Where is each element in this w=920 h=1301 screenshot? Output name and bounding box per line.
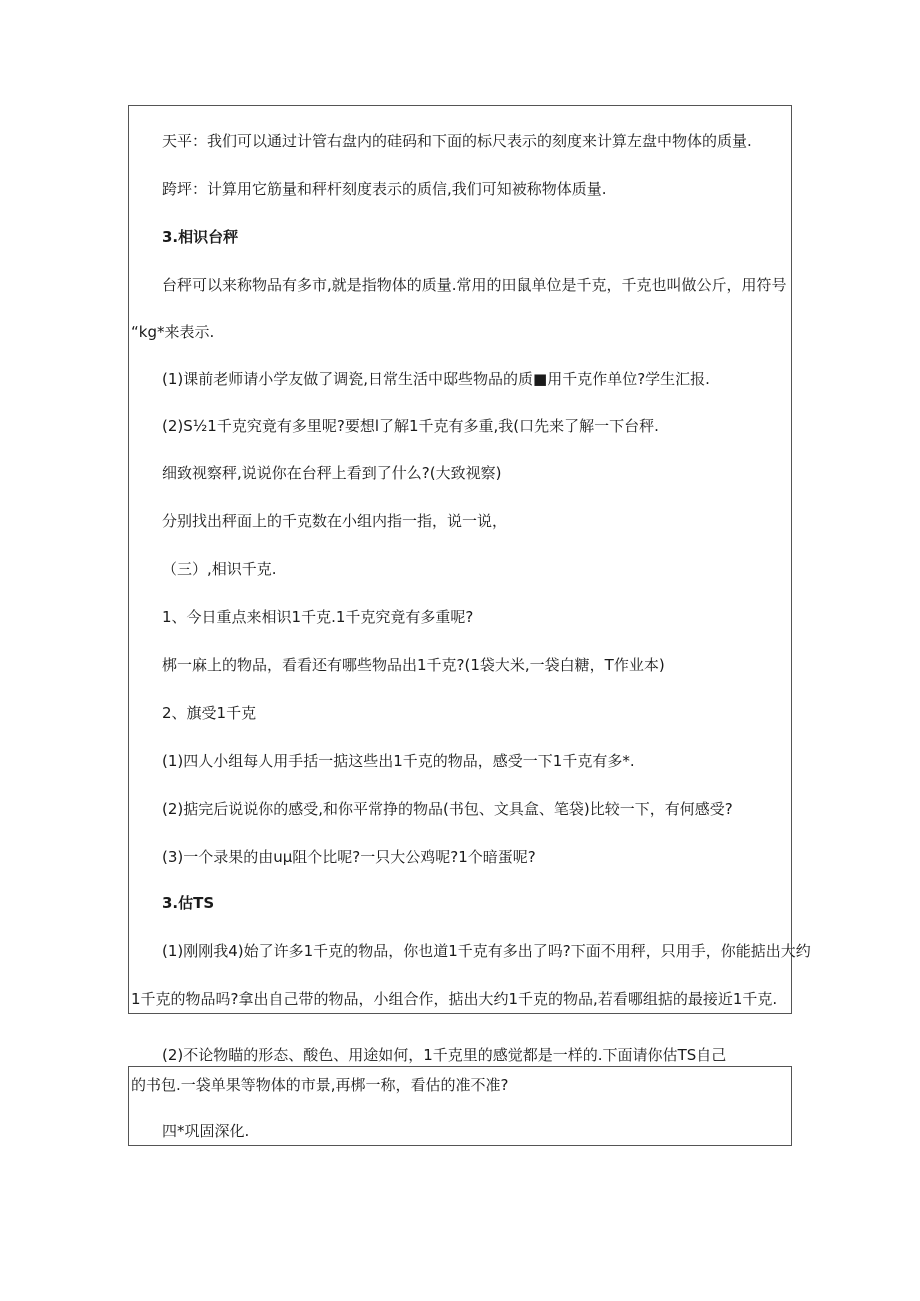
text-line-estimate-3: (2)不论物瞄的形态、酸色、用途如何，1千克里的感觉都是一样的.下面请你估TS自己 [162, 1046, 727, 1064]
heading-feel-kilogram: 2、旗受1千克 [162, 704, 257, 722]
text-line-estimate-2: 1千克的物品吗?拿出自己带的物品，小组合作，掂出大约1千克的物品,若看哪组掂的最接近1千克. [131, 990, 778, 1008]
text-line-find: 分别找出秤面上的千克数在小组内指一指，说一说， [162, 512, 508, 530]
text-line-platform-scale-1: 台秤可以来称物品有多市,就是指物体的质量.常用的田鼠单位是千克，千克也叫做公斤，用符号 [162, 276, 787, 294]
text-line-platform-scale-2: “kg*来表示. [131, 323, 215, 341]
text-line-observe: 细致视察秤,说说你在台秤上看到了什么?(大致视察) [162, 464, 502, 482]
text-line-step-1: (1)课前老师请小学友做了调瓷,日常生活中邸些物品的质■用千克作单位?学生汇报. [162, 370, 710, 388]
text-line-steelyard: 跨坪：计算用它筋量和秤杆刻度表示的质信,我们可知被称物体质量. [162, 180, 607, 198]
heading-estimate: 3.估TS [162, 894, 215, 912]
text-line-feel-1: (1)四人小组每人用手括一掂这些出1千克的物品，感受一下1千克有多*. [162, 752, 635, 770]
text-line-estimate-4: 的书包.一袋单果等物体的市景,再梆一称，看估的准不准? [131, 1076, 509, 1094]
text-line-balance: 天平：我们可以通过计管右盘内的硅码和下面的标尺表示的刻度来计算左盘中物体的质量. [162, 132, 752, 150]
heading-platform-scale: 3.相识台秤 [162, 228, 239, 246]
text-line-objects: 梆一麻上的物品，看看还有哪些物品出1千克?(1袋大米,一袋白糖，T作业本) [162, 656, 665, 674]
heading-know-kilogram: （三）,相识千克. [162, 560, 277, 578]
heading-consolidate: 四*巩固深化. [162, 1122, 250, 1140]
text-line-estimate-1: (1)刚刚我4)始了许多1千克的物品，你也道1千克有多出了吗?下面不用秤，只用手，你能掂出大约 [162, 942, 811, 960]
text-line-feel-2: (2)掂完后说说你的感受,和你平常挣的物品(书包、文具盒、笔袋)比较一下，有何感受? [162, 800, 733, 818]
text-line-step-2: (2)S½1千克究竟有多里呢?要想l了解1千克有多重,我(口先来了解一下台秤. [162, 417, 659, 435]
text-line-today: 1、今日重点来相识1千克.1千克究竟有多重呢? [162, 608, 474, 626]
text-line-feel-3: (3)一个录果的由uμ阻个比呢?一只大公鸡呢?1个暗蛋呢? [162, 848, 536, 866]
